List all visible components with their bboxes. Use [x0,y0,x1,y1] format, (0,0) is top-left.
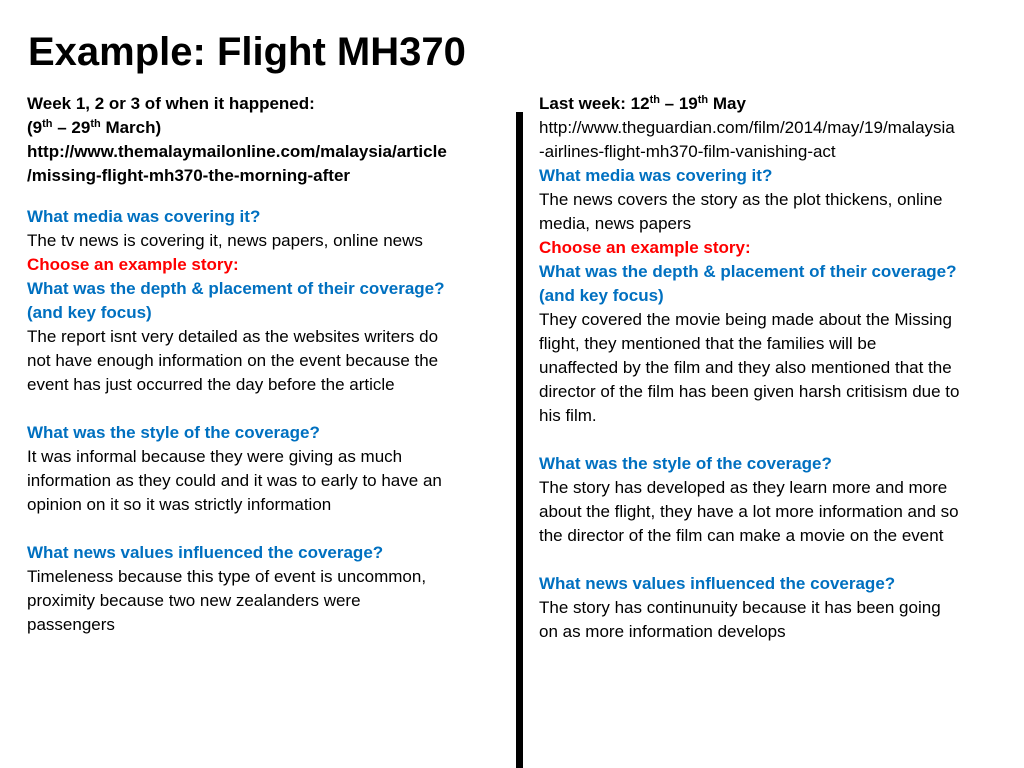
left-date-start-suffix: th [42,118,53,130]
left-source-url-line2: /missing-flight-mh370-the-morning-after [27,166,351,185]
left-answer-style: opinion on it so it was strictly information [27,495,332,514]
spacer [27,188,515,205]
slide-title: Example: Flight MH370 [28,30,466,74]
left-answer-depth: not have enough information on the event because the [27,351,439,370]
right-answer-depth: director of the film has been given harsh critisism due to [539,382,960,401]
right-date-end-suffix: th [697,94,709,106]
left-column [27,92,515,637]
right-answer-style: The story has developed as they learn more and more [539,478,948,497]
left-question-depth: What was the depth & placement of their coverage? [27,279,445,298]
right-answer-news-values: on as more information develops [539,622,786,641]
left-period-heading: Week 1, 2 or 3 of when it happened: [27,94,315,113]
left-choose-story: Choose an example story: [27,255,239,274]
right-answer-news-values: The story has continunuity because it has been going [539,598,941,617]
right-question-depth-focus: (and key focus) [539,286,664,305]
left-date-start: (9 [27,118,43,137]
left-answer-media: The tv news is covering it, news papers, online news [27,231,423,250]
right-answer-depth: unaffected by the film and they also mentioned that the [539,358,952,377]
right-date-start-suffix: th [649,94,660,106]
right-question-news-values: What news values influenced the coverage? [539,574,896,593]
left-answer-news-values: proximity because two new zealanders were [27,591,361,610]
right-question-media: What media was covering it? [539,166,773,185]
spacer [539,548,1024,572]
left-date-month: March) [100,118,162,137]
left-answer-depth: The report isnt very detailed as the websites writers do [27,327,439,346]
left-date-end: – 29 [52,118,91,137]
right-date-end: – 19 [659,94,698,113]
left-answer-depth: event has just occurred the day before the article [27,375,395,394]
right-period-heading [539,92,1024,116]
left-date-range [27,116,515,140]
spacer [27,397,515,421]
spacer [539,428,1024,452]
spacer [27,517,515,541]
left-question-depth-focus: (and key focus) [27,303,152,322]
right-answer-depth: flight, they mentioned that the families will be [539,334,877,353]
right-answer-depth: They covered the movie being made about the Missing [539,310,952,329]
column-divider [516,112,523,768]
right-source-url-line1: http://www.theguardian.com/film/2014/may/19/malaysia [539,118,955,137]
left-answer-style: It was informal because they were giving as much [27,447,403,466]
left-answer-style: information as they could and it was to early to have an [27,471,442,490]
right-source-url-line2: -airlines-flight-mh370-film-vanishing-act [539,142,836,161]
right-answer-depth: his film. [539,406,597,425]
left-answer-news-values: Timeleness because this type of event is uncommon, [27,567,427,586]
right-column [539,92,1024,644]
right-answer-media: The news covers the story as the plot thickens, online [539,190,943,209]
right-question-style: What was the style of the coverage? [539,454,832,473]
right-choose-story: Choose an example story: [539,238,751,257]
right-question-depth: What was the depth & placement of their coverage? [539,262,957,281]
right-date-start: Last week: 12 [539,94,650,113]
right-answer-style: the director of the film can make a movie on the event [539,526,944,545]
right-answer-media: media, news papers [539,214,692,233]
left-question-style: What was the style of the coverage? [27,423,320,442]
left-answer-news-values: passengers [27,615,115,634]
left-question-news-values: What news values influenced the coverage? [27,543,384,562]
left-question-media: What media was covering it? [27,207,261,226]
right-answer-style: about the flight, they have a lot more information and so [539,502,959,521]
left-date-end-suffix: th [90,118,101,130]
right-date-month: May [708,94,746,113]
left-source-url-line1: http://www.themalaymailonline.com/malaysia/article [27,142,447,161]
